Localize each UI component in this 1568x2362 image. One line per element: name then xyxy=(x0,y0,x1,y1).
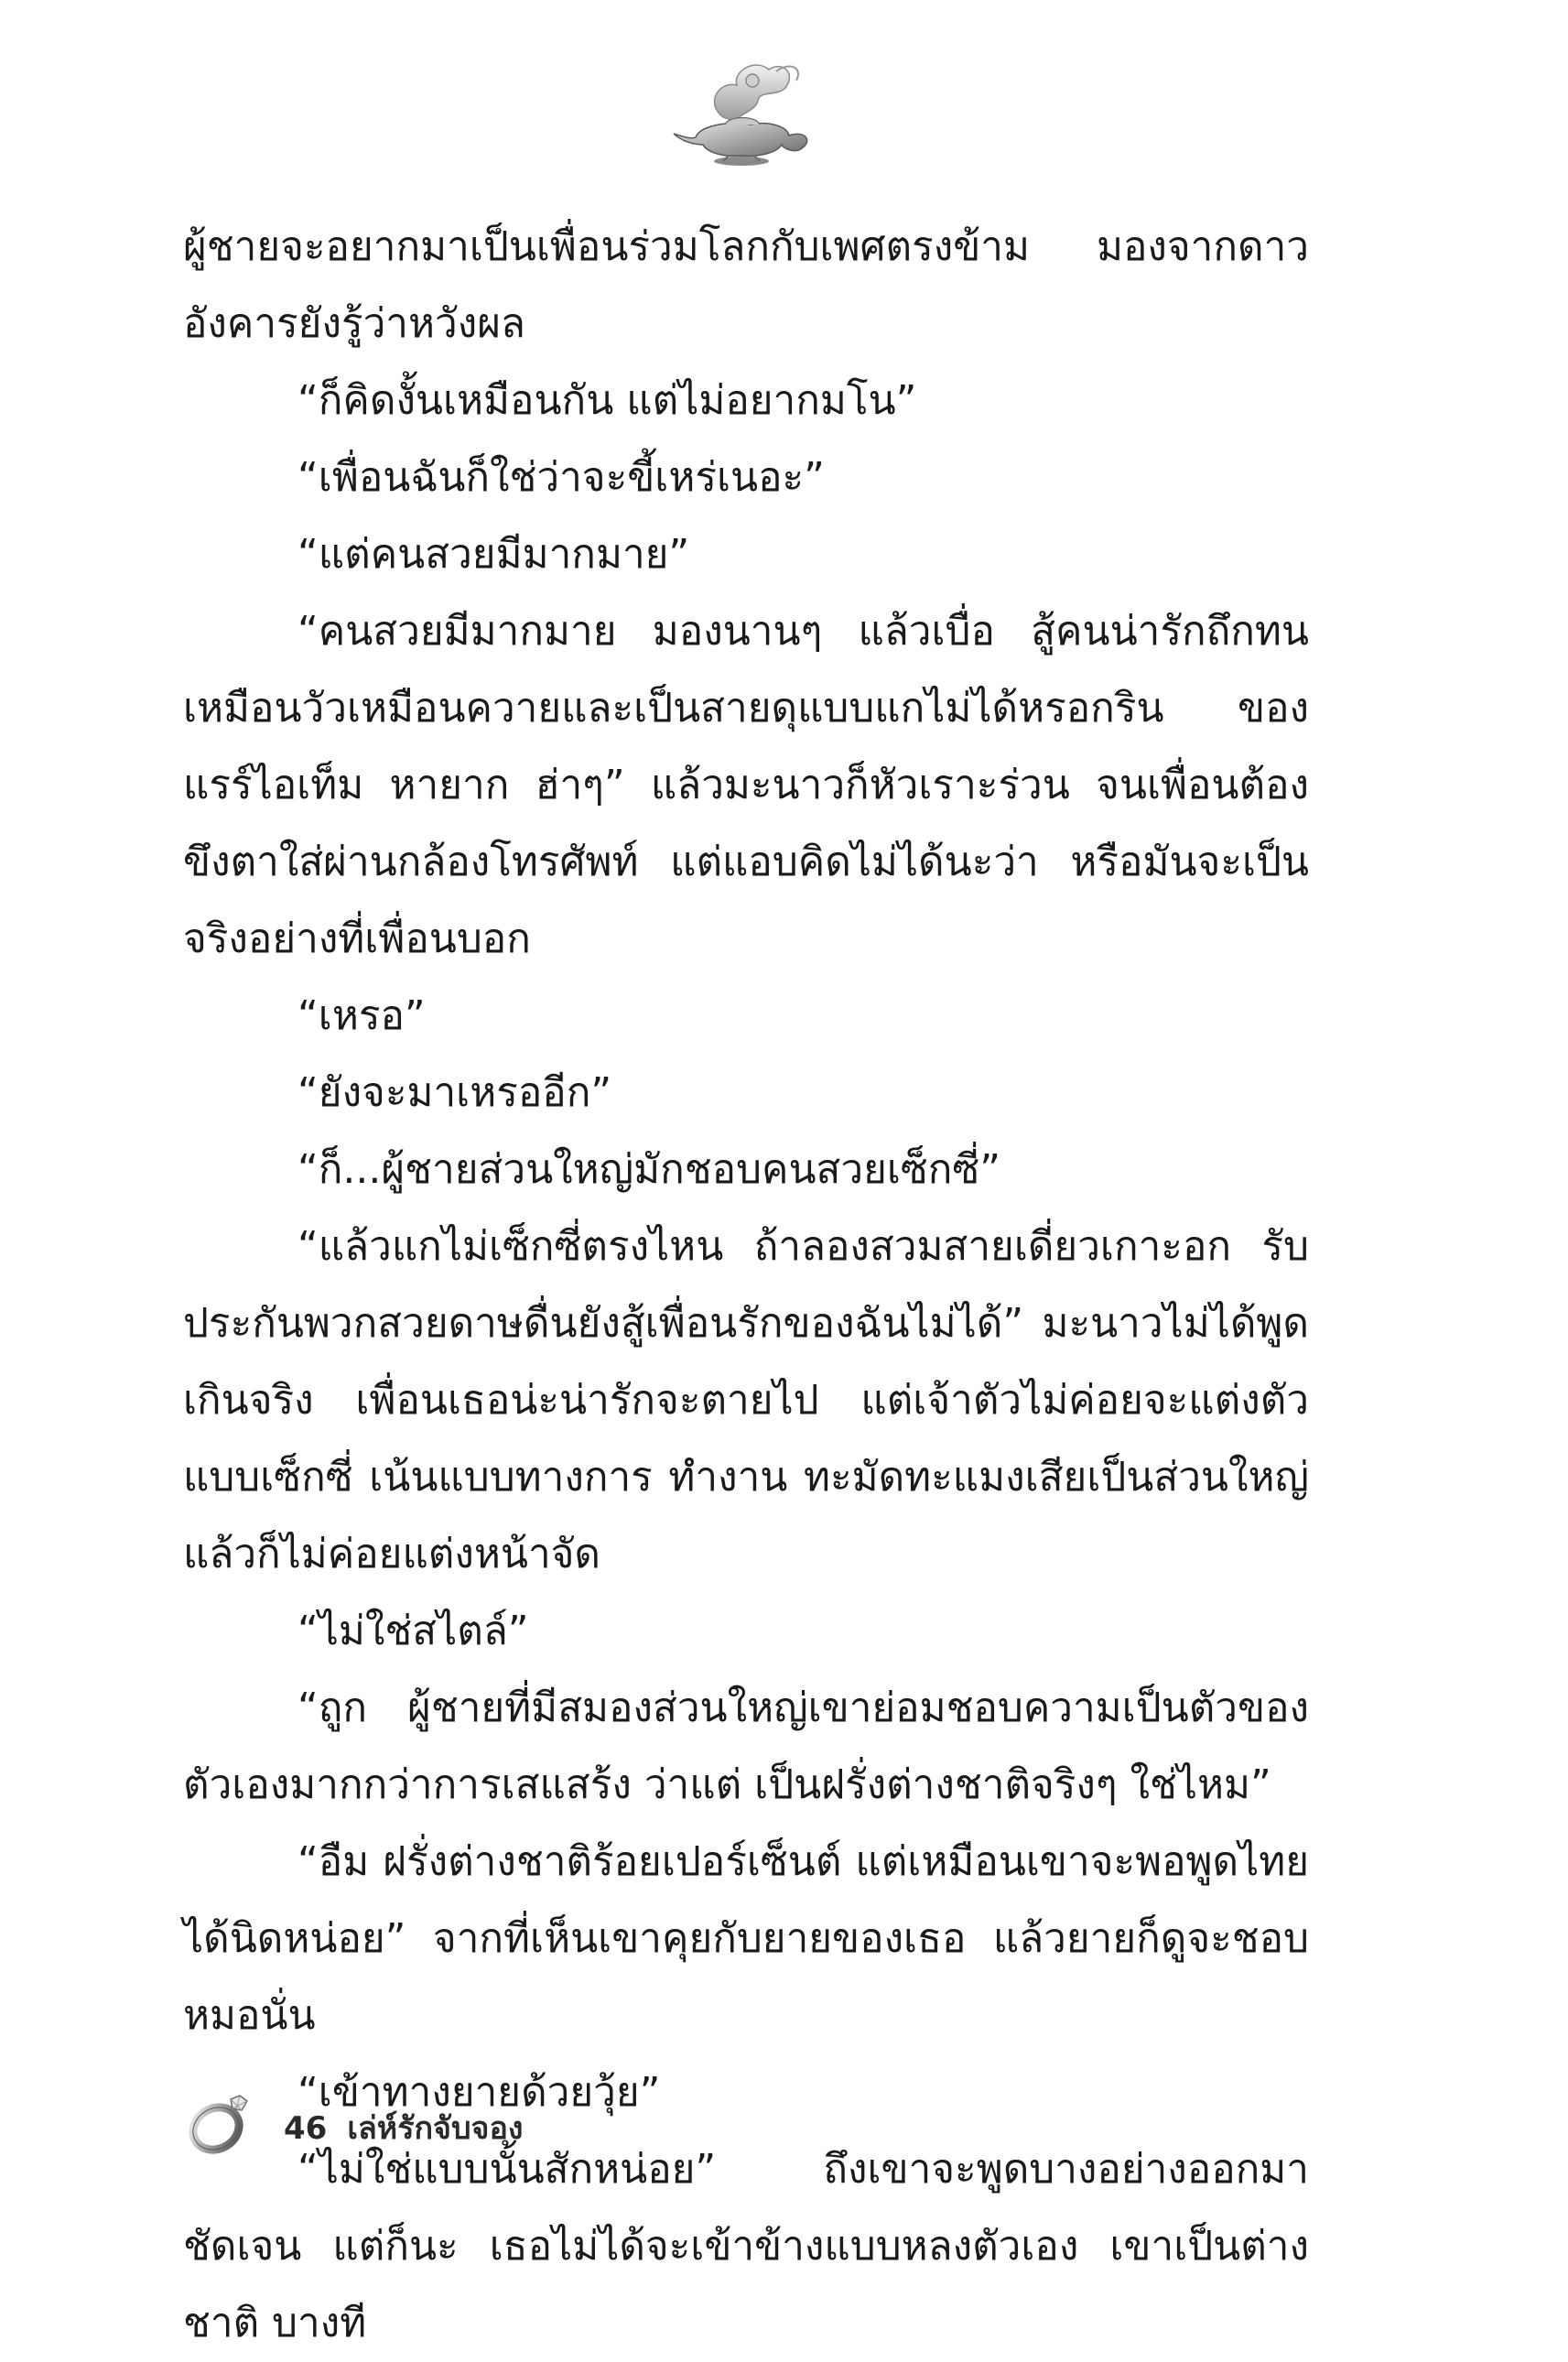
paragraph: “อืม ฝรั่งต่างชาติร้อยเปอร์เซ็นต์ แต่เหมือนเขาจะพอพูดไทยได้นิดหน่อย” จากที่เห็นเขาคุยกับยายของเธอ แล้วยายก็ดูจะชอบหมอนั่น xyxy=(183,1838,1309,2039)
page-footer xyxy=(183,2092,824,2156)
paragraph: “ยังจะมาเหรออีก” xyxy=(297,1069,612,1116)
paragraph: “เพื่อนฉันก็ใช่ว่าจะขี้เหร่เนอะ” xyxy=(297,454,825,501)
paragraph: ผู้ชายจะอยากมาเป็นเพื่อนร่วมโลกกับเพศตรงข้าม มองจากดาวอังคารยังรู้ว่าหวังผล xyxy=(183,223,1309,347)
paragraph: “เหรอ” xyxy=(297,992,426,1039)
page-number: 46 xyxy=(284,2110,328,2147)
paragraph: “ถูก ผู้ชายที่มีสมองส่วนใหญ่เขาย่อมชอบความเป็นตัวของตัวเองมากกว่าการเสแสร้ง ว่าแต่ เป็นฝรั่งต่างชาติจริงๆ ใช่ไหม” xyxy=(183,1685,1309,1808)
paragraph: “แล้วแกไม่เซ็กซี่ตรงไหน ถ้าลองสวมสายเดี่ยวเกาะอก รับประกันพวกสวยดาษดื่นยังสู้เพื่อนรักของฉันไม่ได้” มะนาวไม่ได้พูดเกินจริง เพื่อนเธอน่ะน่ารักจะตายไป แต่เจ้าตัวไม่ค่อยจะแต่งตัวแบบเซ็กซี่ เน้นแบบทางการ ทำงาน ทะมัดทะแมงเสียเป็นส่วนใหญ่ แล้วก็ไม่ค่อยแต่งหน้าจัด xyxy=(183,1223,1309,1577)
book-title: เล่ห์รักจับจอง xyxy=(347,2110,524,2147)
paragraph: “แต่คนสวยมีมากมาย” xyxy=(297,531,690,578)
paragraph: “เข้าทางยายด้วยวุ้ย” xyxy=(297,2069,661,2116)
paragraph: “ก็...ผู้ชายส่วนใหญ่มักชอบคนสวยเซ็กซี่” xyxy=(297,1146,1001,1193)
magic-lamp-fairy-icon xyxy=(668,53,815,168)
footer-text xyxy=(284,2103,524,2152)
paragraph: “ก็คิดงั้นเหมือนกัน แต่ไม่อยากมโน” xyxy=(297,377,917,424)
paragraph: “คนสวยมีมากมาย มองนานๆ แล้วเบื่อ สู้คนน่ารักถึกทนเหมือนวัวเหมือนควายและเป็นสายดุแบบแกไม่ได้หรอกริน ของแรร์ไอเท็ม หายาก ฮ่าๆ” แล้วมะนาวก็หัวเราะร่วน จนเพื่อนต้องขึงตาใส่ผ่านกล้องโทรศัพท์ แต่แอบคิดไม่ได้นะว่า หรือมันจะเป็นจริงอย่างที่เพื่อนบอก xyxy=(183,608,1309,962)
body-text xyxy=(183,209,1309,2362)
paragraph: “ไม่ใช่สไตล์” xyxy=(297,1608,529,1654)
diamond-ring-icon xyxy=(183,2092,256,2156)
paragraph: “ไม่ใช่แบบนั้นสักหน่อย” ถึงเขาจะพูดบางอย่างออกมาชัดเจน แต่ก็นะ เธอไม่ได้จะเข้าข้างแบบหลงตัวเอง เขาเป็นต่างชาติ บางที xyxy=(183,2146,1309,2346)
